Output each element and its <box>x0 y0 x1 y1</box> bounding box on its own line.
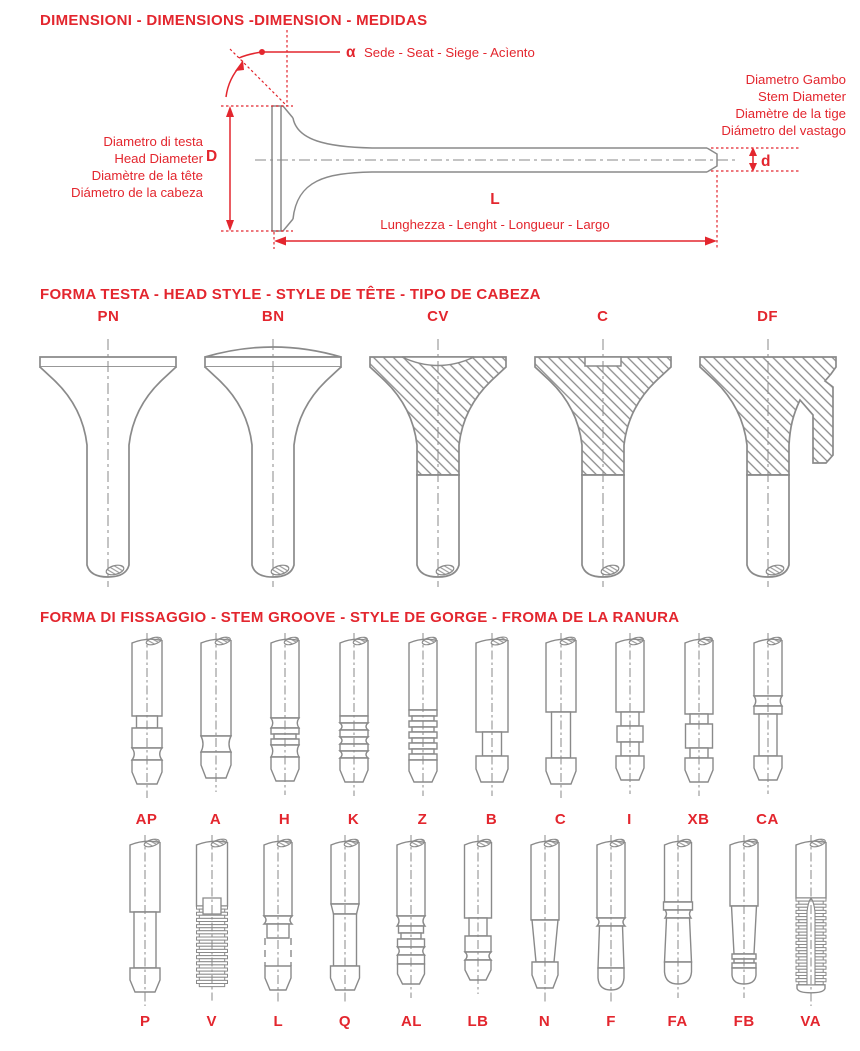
stem-diameter-line-4: Diámetro del vastago <box>721 123 846 138</box>
stem-groove-drawing-A <box>184 632 248 808</box>
stem-figure-L <box>245 834 312 1032</box>
stem-label: I <box>627 811 632 828</box>
head-styles-title: FORMA TESTA - HEAD STYLE - STYLE DE TÊTE - TIPO DE CABEZA <box>40 286 541 303</box>
stem-groove-drawing-F <box>579 834 643 1010</box>
stem-label: N <box>538 1013 551 1030</box>
head-diameter-line-2: Head Diameter <box>114 151 203 166</box>
length-label: Lunghezza - Lenght - Longueur - Largo <box>380 217 610 232</box>
stem-label: AP <box>135 811 158 828</box>
stem-label: FA <box>667 1013 688 1030</box>
head-figure-C <box>520 307 685 593</box>
stem-label: F <box>606 1013 616 1030</box>
stem-label: P <box>140 1013 151 1030</box>
stem-label: B <box>485 811 498 828</box>
stem-figure-AL <box>378 834 445 1032</box>
stem-label: K <box>347 811 360 828</box>
stem-diameter-line-3: Diamètre de la tige <box>735 106 846 121</box>
head-diameter-symbol: D <box>206 148 218 165</box>
head-label: CV <box>427 308 449 325</box>
stem-groove-drawing-LB <box>446 834 510 1010</box>
stem-groove-drawing-Z <box>391 632 455 808</box>
stem-groove-drawing-I <box>598 632 662 808</box>
stem-groove-drawing-FB <box>712 834 776 1010</box>
head-style-drawing-PN <box>28 327 188 593</box>
head-diameter-line-1: Diametro di testa <box>103 134 203 149</box>
head-label: C <box>597 308 609 325</box>
stem-figure-H <box>250 632 319 830</box>
stem-figure-N <box>511 834 578 1032</box>
alpha-symbol: α <box>346 44 356 61</box>
stem-figure-Q <box>312 834 379 1032</box>
stem-label: V <box>206 1013 218 1030</box>
stem-groove-drawing-AL <box>379 834 443 1010</box>
stem-label: LB <box>467 1013 489 1030</box>
stem-label: H <box>278 811 291 828</box>
stem-figure-FA <box>644 834 711 1032</box>
section-dimensions <box>0 0 860 272</box>
stem-figure-A <box>181 632 250 830</box>
stem-figure-P <box>112 834 179 1032</box>
stem-groove-drawing-C <box>529 632 593 808</box>
length-symbol: L <box>490 191 500 208</box>
head-label: PN <box>97 308 120 325</box>
head-figure-BN <box>191 307 356 593</box>
head-style-drawing-DF <box>688 327 848 593</box>
stem-groove-drawing-K <box>322 632 386 808</box>
stem-figure-VA <box>777 834 844 1032</box>
stem-groove-drawing-L <box>246 834 310 1010</box>
head-style-drawing-C <box>523 327 683 593</box>
stem-groove-drawing-N <box>513 834 577 1010</box>
stem-figure-K <box>319 632 388 830</box>
stem-groove-drawing-FA <box>646 834 710 1010</box>
stem-label: A <box>209 811 222 828</box>
stem-figure-V <box>179 834 246 1032</box>
stem-groove-drawing-AP <box>115 632 179 808</box>
stem-label: C <box>554 811 567 828</box>
head-label: BN <box>261 308 285 325</box>
head-label: DF <box>757 308 779 325</box>
head-style-drawing-BN <box>193 327 353 593</box>
stem-groove-drawing-CA <box>736 632 800 808</box>
stem-groove-drawing-P <box>113 834 177 1010</box>
stem-figure-F <box>578 834 645 1032</box>
stem-diameter-line-2: Stem Diameter <box>758 89 846 104</box>
stem-figure-Z <box>388 632 457 830</box>
head-diameter-line-3: Diamètre de la tête <box>91 168 203 183</box>
valve-dimensions-diagram <box>0 0 860 272</box>
seat-label: Sede - Seat - Siege - Acìento <box>364 45 535 60</box>
section-head-styles <box>0 286 860 593</box>
stem-figure-I <box>595 632 664 830</box>
stem-grooves-row-2 <box>112 834 844 1032</box>
angle-arrowhead <box>235 60 244 71</box>
head-diameter-line-4: Diámetro de la cabeza <box>71 185 203 200</box>
stem-label: Q <box>338 1013 351 1030</box>
stem-groove-drawing-VA <box>779 834 843 1010</box>
stem-groove-drawing-H <box>253 632 317 808</box>
head-figure-CV <box>356 307 521 593</box>
section-stem-grooves <box>0 609 860 1032</box>
dimensions-title: DIMENSIONI - DIMENSIONS -DIMENSION - MEDIDAS <box>40 12 428 29</box>
stem-groove-drawing-XB <box>667 632 731 808</box>
stem-figure-C <box>526 632 595 830</box>
stem-diameter-line-1: Diametro Gambo <box>745 72 846 87</box>
stem-diameter-symbol: d <box>761 153 771 170</box>
stem-figure-AP <box>112 632 181 830</box>
stem-label: XB <box>687 811 710 828</box>
valve-outline-drawing <box>255 106 737 231</box>
stem-groove-drawing-B <box>460 632 524 808</box>
stem-label: VA <box>800 1013 822 1030</box>
head-style-drawing-CV <box>358 327 518 593</box>
head-figure-PN <box>26 307 191 593</box>
stem-grooves-title: FORMA DI FISSAGGIO - STEM GROOVE - STYLE DE GORGE - FROMA DE LA RANURA <box>40 609 680 626</box>
stem-label: L <box>273 1013 284 1030</box>
stem-grooves-row-1 <box>112 632 802 830</box>
stem-figure-FB <box>711 834 778 1032</box>
head-styles-row <box>26 307 850 593</box>
stem-figure-XB <box>664 632 733 830</box>
stem-groove-drawing-Q <box>313 834 377 1010</box>
stem-label: AL <box>400 1013 422 1030</box>
stem-groove-drawing-V <box>180 834 244 1010</box>
stem-label: CA <box>756 811 779 828</box>
head-figure-DF <box>685 307 850 593</box>
stem-figure-LB <box>445 834 512 1032</box>
stem-label: Z <box>417 811 428 828</box>
stem-figure-CA <box>733 632 802 830</box>
stem-figure-B <box>457 632 526 830</box>
stem-label: FB <box>733 1013 755 1030</box>
